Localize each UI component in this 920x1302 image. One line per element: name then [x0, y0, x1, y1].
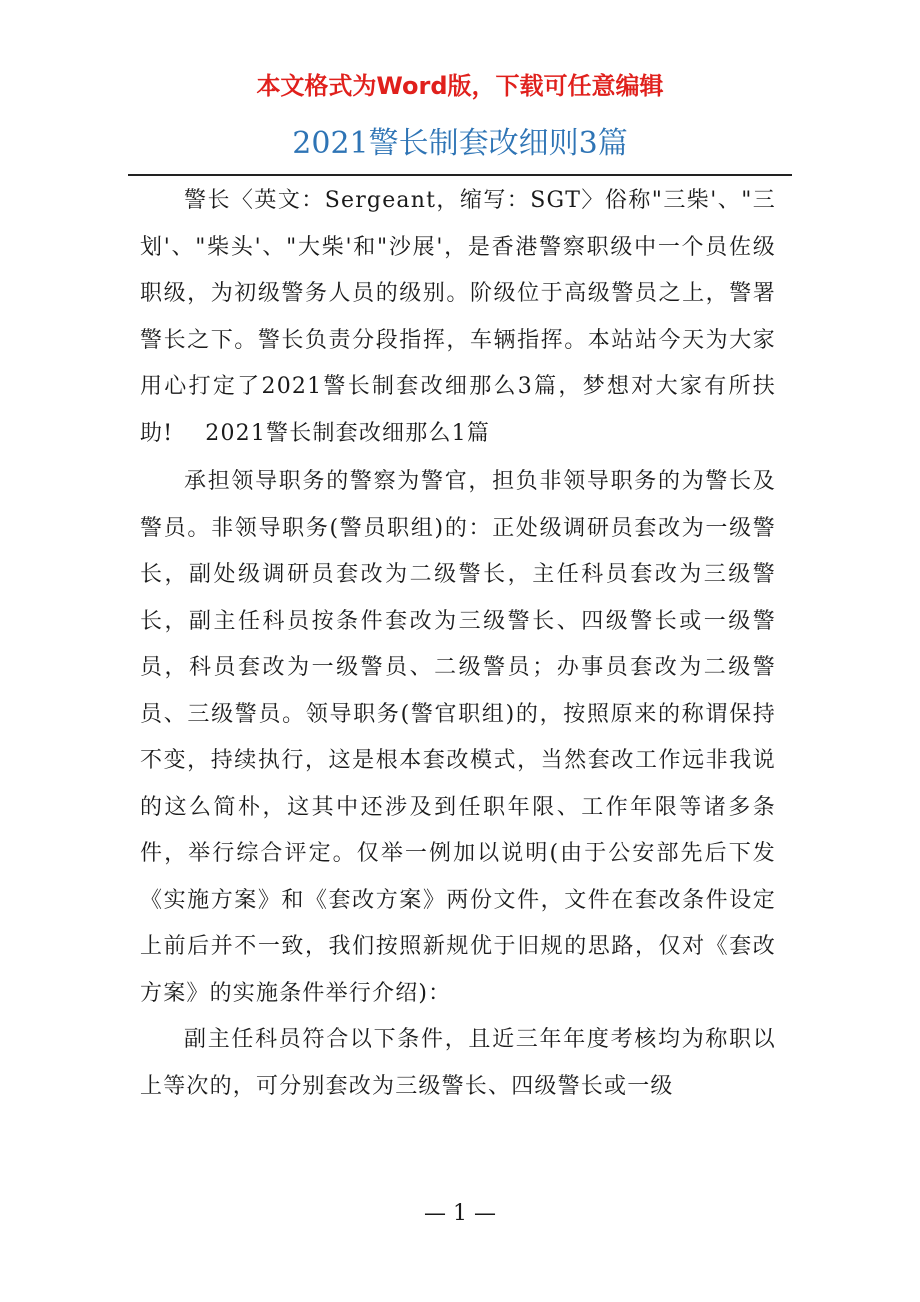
intro-paragraph [140, 178, 776, 457]
document-body [140, 178, 776, 1110]
intro-text: 警长〈英文：Sergeant，缩写：SGT〉俗称"三柴'、"三划'、"柴头'、"大柴'和"沙展'，是香港警察职级中一个员佐级职级，为初级警务人员的级别。阶级位于高级警员之上，警署警长之下。警长负责分段指挥，车辆指挥。本站站今天为大家用心打定了2021警长制套改细那么3篇，梦想对大家有所扶助! [140, 188, 776, 446]
section-heading: 2021警长制套改细那么1篇 [205, 420, 491, 446]
body-paragraph: 承担领导职务的警察为警官，担负非领导职务的为警长及警员。非领导职务(警员职组)的：正处级调研员套改为一级警长，副处级调研员套改为二级警长，主任科员套改为三级警长，副主任科员按条件套改为三级警长、四级警长或一级警员，科员套改为一级警员、二级警员；办事员套改为二级警员、三级警员。领导职务(警官职组)的，按照原来的称谓保持不变，持续执行，这是根本套改模式，当然套改工作远非我说的这么简朴，这其中还涉及到任职年限、工作年限等诸多条件，举行综合评定。仅举一例加以说明(由于公安部先后下发《实施方案》和《套改方案》两份文件，文件在套改条件设定上前后并不一致，我们按照新规优于旧规的思路，仅对《套改方案》的实施条件举行介绍)： [140, 469, 776, 1006]
body-paragraph: 副主任科员符合以下条件，且近三年年度考核均为称职以上等次的，可分别套改为三级警长、四级警长或一级 [140, 1027, 776, 1099]
page-number: — 1 — [424, 1201, 496, 1226]
format-banner: 本文格式为Word版，下载可任意编辑 [256, 72, 664, 100]
title-divider [128, 174, 792, 176]
document-title: 2021警长制套改细则3篇 [292, 126, 628, 161]
